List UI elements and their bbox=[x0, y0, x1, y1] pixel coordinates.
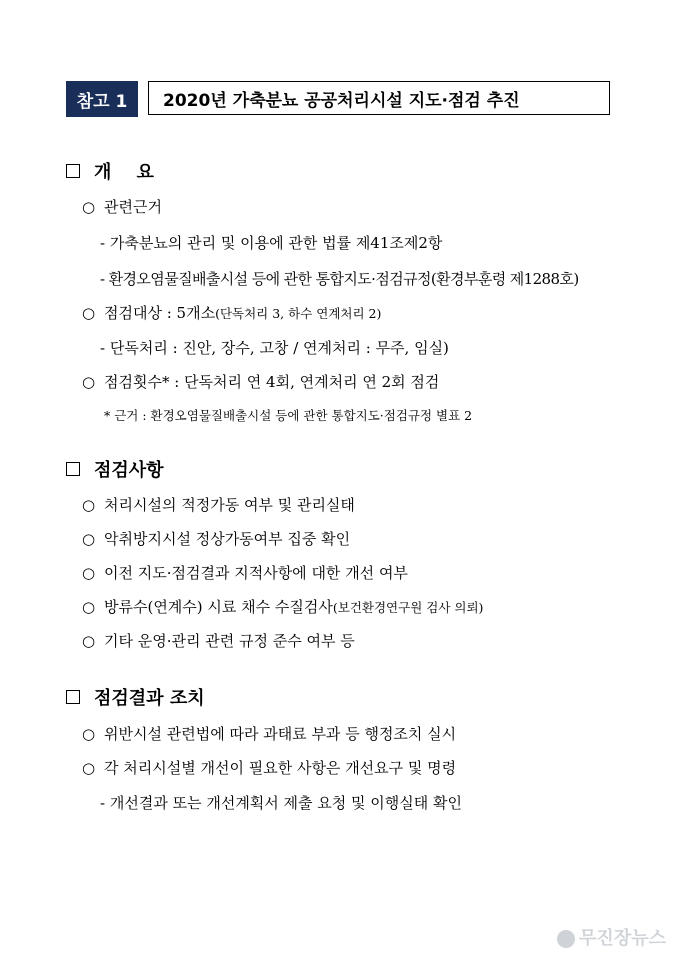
section-inspection-heading: 점검사항 bbox=[66, 456, 164, 482]
circle-bullet-icon: ○ bbox=[82, 564, 96, 582]
overview-target: ○ 점검대상 : 5개소(단독처리 3, 하수 연계처리 2) bbox=[82, 304, 382, 322]
section-box-icon bbox=[66, 462, 80, 476]
results-item-2-sub1: - 개선결과 또는 개선계획서 제출 요청 및 이행실태 확인 bbox=[100, 794, 463, 812]
inspection-item-4: ○ 방류수(연계수) 시료 채수 수질검사(보건환경연구원 검사 의뢰) bbox=[82, 598, 484, 616]
section-box-icon bbox=[66, 690, 80, 704]
reference-badge: 참고 1 bbox=[66, 81, 138, 117]
circle-bullet-icon: ○ bbox=[82, 632, 96, 650]
results-item-2: ○ 각 처리시설별 개선이 필요한 사항은 개선요구 및 명령 bbox=[82, 759, 457, 777]
inspection-item-5: ○ 기타 운영·관리 관련 규정 준수 여부 등 bbox=[82, 632, 355, 650]
circle-bullet-icon: ○ bbox=[82, 373, 96, 391]
overview-basis-sub2: - 환경오염물질배출시설 등에 관한 통합지도·점검규정(환경부훈령 제1288호) bbox=[100, 270, 579, 288]
section-results-heading: 점검결과 조치 bbox=[66, 684, 205, 710]
overview-basis-sub1: - 가축분뇨의 관리 및 이용에 관한 법률 제41조제2항 bbox=[100, 234, 443, 252]
overview-frequency: ○ 점검횟수* : 단독처리 연 4회, 연계처리 연 2회 점검 bbox=[82, 373, 440, 391]
overview-target-sub1: - 단독처리 : 진안, 장수, 고창 / 연계처리 : 무주, 임실) bbox=[100, 339, 449, 357]
dash-bullet: - bbox=[100, 234, 106, 252]
dash-bullet: - bbox=[100, 339, 106, 357]
inspection-item-2: ○ 악취방지시설 정상가동여부 집중 확인 bbox=[82, 530, 351, 548]
overview-basis: ○ 관련근거 bbox=[82, 198, 162, 216]
results-item-1: ○ 위반시설 관련법에 따라 과태료 부과 등 행정조치 실시 bbox=[82, 725, 457, 743]
circle-bullet-icon: ○ bbox=[82, 496, 96, 514]
section-box-icon bbox=[66, 164, 80, 178]
overview-frequency-note: * 근거 : 환경오염물질배출시설 등에 관한 통합지도·점검규정 별표 2 bbox=[104, 408, 473, 423]
section-overview-heading: 개 요 bbox=[66, 158, 154, 184]
inspection-item-3: ○ 이전 지도·점검결과 지적사항에 대한 개선 여부 bbox=[82, 564, 408, 582]
circle-bullet-icon: ○ bbox=[82, 304, 96, 322]
watermark-icon bbox=[557, 930, 575, 948]
dash-bullet: - bbox=[100, 270, 105, 288]
circle-bullet-icon: ○ bbox=[82, 530, 96, 548]
circle-bullet-icon: ○ bbox=[82, 598, 96, 616]
circle-bullet-icon: ○ bbox=[82, 759, 96, 777]
inspection-item-1: ○ 처리시설의 적정가동 여부 및 관리실태 bbox=[82, 496, 355, 514]
circle-bullet-icon: ○ bbox=[82, 725, 96, 743]
circle-bullet-icon: ○ bbox=[82, 198, 96, 216]
document-title-text: 2020년 가축분뇨 공공처리시설 지도·점검 추진 bbox=[163, 90, 520, 111]
document-title bbox=[148, 81, 610, 115]
dash-bullet: - bbox=[100, 794, 106, 812]
watermark-logo: 무진장뉴스 bbox=[557, 924, 666, 950]
